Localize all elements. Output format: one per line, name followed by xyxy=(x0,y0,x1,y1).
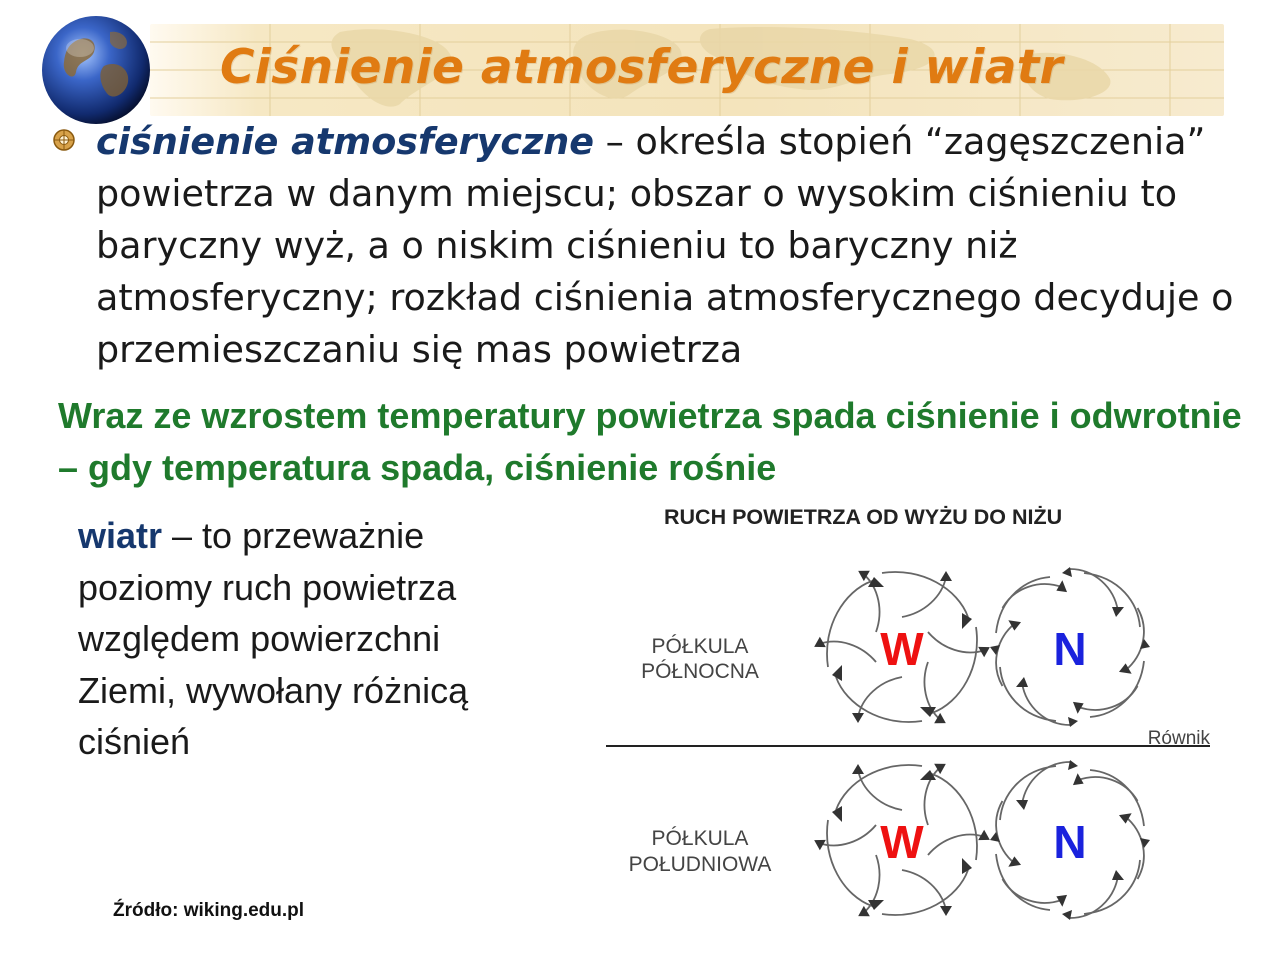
wind-text: – to przeważnie poziomy ruch powietrza względem powierzchni Ziemi, wywołany różnicą ciśnień xyxy=(78,515,469,762)
wind-term: wiatr xyxy=(78,515,163,556)
pressure-term: ciśnienie atmosferyczne xyxy=(96,120,595,163)
low-pressure-letter-north: N xyxy=(1053,623,1087,675)
pressure-definition xyxy=(96,116,1256,376)
label-south-2: POŁUDNIOWA xyxy=(628,853,772,876)
label-south-1: PÓŁKULA xyxy=(651,827,749,850)
equator-label: Równik xyxy=(1147,728,1210,749)
bullet-icon xyxy=(52,128,76,152)
pressure-text: – określa stopień “zagęszczenia” powietrza w danym miejscu; obszar o wysokim ciśnieniu to baryczny wyż, a o niskim ciśnieniu to baryczny niż atmosferyczny; rozkład ciśnienia atmosferycznego decyduje o przemieszczaniu się mas powietrza xyxy=(96,120,1234,371)
label-north-1: PÓŁKULA xyxy=(651,635,749,658)
high-pressure-letter-south: W xyxy=(880,816,924,868)
air-movement-diagram xyxy=(600,495,1230,935)
wind-definition xyxy=(78,510,498,768)
low-pressure-letter-south: N xyxy=(1053,816,1087,868)
diagram-title: RUCH POWIETRZA OD WYŻU DO NIŻU xyxy=(664,505,1063,529)
high-pressure-letter-north: W xyxy=(880,623,924,675)
globe-icon xyxy=(40,14,152,126)
source-note: Źródło: wiking.edu.pl xyxy=(113,900,305,921)
label-north-2: PÓŁNOCNA xyxy=(641,660,759,683)
slide-title: Ciśnienie atmosferyczne i wiatr xyxy=(220,40,1063,95)
temperature-pressure-rule: Wraz ze wzrostem temperatury powietrza spada ciśnienie i odwrotnie – gdy temperatura spada, ciśnienie rośnie xyxy=(58,395,1242,488)
